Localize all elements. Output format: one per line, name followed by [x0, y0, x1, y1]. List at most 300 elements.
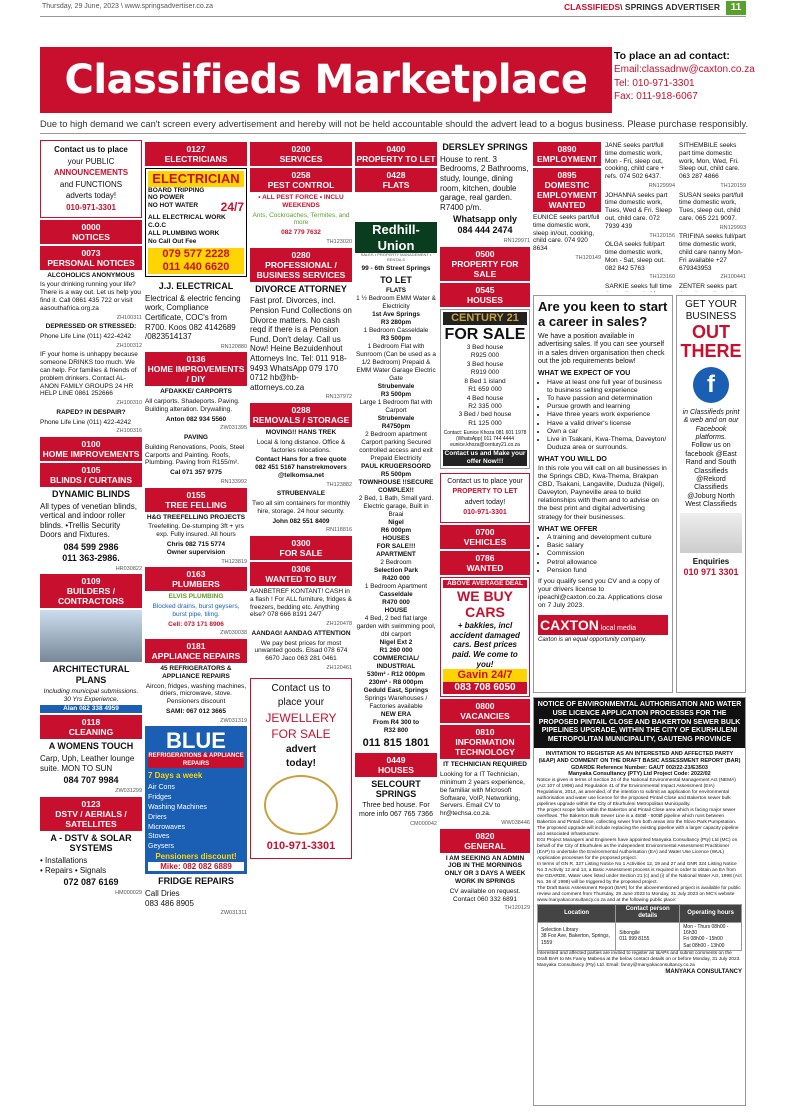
ad-ref: TH120159 — [720, 182, 746, 189]
ad-discount: Pensioners discount! — [155, 851, 237, 861]
ad-phone[interactable]: John 082 551 8409 — [272, 517, 330, 525]
ad-contact: Gavin 24/7 — [443, 669, 527, 682]
ad-text: Call Dries 083 486 8905 — [145, 888, 194, 908]
table-header: Operating hours — [680, 904, 742, 922]
notice-table — [537, 904, 742, 951]
ad-text: House to rent. 3 Bedrooms, 2 Bathrooms, study, lounge, dining room, kitchen, double garage, real garden. R7400 p/m. — [440, 154, 529, 212]
ad-line: Contact us to place — [54, 145, 128, 154]
ad-line: adverts today! — [65, 191, 117, 201]
list-item: Driers — [148, 813, 167, 821]
heading-builders: 0109 BUILDERS / CONTRACTORS — [40, 574, 142, 608]
ad-text: ALL ELECTRICAL WORK C.O.C ALL PLUMBING WORK No Call Out Fee — [148, 214, 226, 245]
ad-days: 7 Days a week — [148, 770, 203, 780]
list-item: • To have passion and determination — [547, 395, 668, 403]
heading-services: 0200 SERVICES — [250, 142, 352, 166]
notice-title: NOTICE OF ENVIRONMENTAL AUTHORISATION AND WATER USE LICENCE APPLICATION PROCESSES FOR THE PROPOSED PINTAIL CLOSE AND BAKERTON SEWER BULK PIPELINES UPGRADE, WITHIN THE CITY OF EKURHULENI METROPOLITAN MUNICIPALITY, GAUTENG PROVINCE — [534, 698, 745, 748]
heading-professional-services: 0280 PROFESSIONAL / BUSINESS SERVICES — [250, 248, 352, 282]
ad-line: OUT — [692, 322, 730, 342]
ad-phone[interactable]: Whatsapp only 084 444 2474 — [452, 214, 517, 236]
list-item: 230m² - R8 000pm — [368, 679, 424, 687]
notice-paragraph: The project scope falls within the Bakerton and Pintail Close area which is facing major sewer overflows. The Bakerton Bulk Sewer Line is a 450Ø - 600Ø pipeline which runs between Bakerton and Pintail Close, collecting sewer from both areas into the Slovo Park Pumpstation. The proposed upgrade will include replacing the existing pipeline with a larger capacity pipeline and associated infrastructure. — [537, 808, 739, 838]
ad-ref: HR030822 — [115, 565, 142, 572]
employment-block — [533, 140, 746, 292]
issue-date: Thursday, 29 June, 2023 \ www.springsadvertiser.co.za — [42, 3, 214, 10]
heading-home-improvements: 0100 HOME IMPROVEMENTS — [40, 437, 142, 461]
ad-phone[interactable]: Cal 071 357 9775 — [170, 469, 222, 477]
ad-line: GET YOUR — [685, 299, 737, 310]
table-cell: Selection Library 38 Fox Ave, Bakerton, Springs, 1559 — [538, 922, 616, 950]
list-item: Air Cons — [148, 784, 175, 792]
heading-vehicles: 0700 VEHICLES — [440, 525, 530, 549]
ad-text: All types of venetian blinds, vertical and indoor roller blinds. •Trellis Security Doors and Fixtures. — [40, 501, 137, 540]
heading-notices: 0000 NOTICES — [40, 220, 142, 244]
ad-ref: ZH120478 — [326, 621, 352, 628]
century21-logo: CENTURY 21 — [443, 312, 527, 325]
heading-electricians: 0127 ELECTRICIANS — [145, 142, 247, 166]
list-item: R2 335 000 — [468, 402, 502, 410]
heading-dstv: 0123 DSTV / AERIALS / SATELLITES — [40, 797, 142, 831]
list-item: • Own a car — [547, 428, 668, 436]
ad-contact: Contact: Eunice Khoza 081 601 1978 (WhatsApp) 011 744 4444 eunice.khoza@century21.co.za — [443, 430, 527, 449]
notice-paragraph: Interested and affected parties are invited to register as I&APs and submit comments on the Draft BAR to Ms Fanny Mabena at the below contact details on or before Monday, 31 July 2023. — [537, 950, 741, 962]
page-title: Classifieds Marketplace — [40, 47, 612, 113]
ad-title: SELCOURT SPRINGS — [371, 778, 421, 800]
ad-ref: RN120880 — [220, 343, 247, 350]
ad-subtitle: REFRIGERATIONS & APPLIANCE REPAIRS — [148, 753, 244, 767]
ad-title: DIVORCE ATTORNEY — [255, 283, 347, 294]
list-item: R1 125 000 — [468, 419, 502, 427]
ad-line: JEWELLERY — [265, 710, 337, 725]
ad-ref: ZH100311 — [116, 314, 142, 321]
notice-paragraph: In terms of GN R. 327 Listing Notice No 1 Activities 12, 19 and 27 and GNR 324 Listing Notice No 3 Activity 12 and 14, a Basic Assessment process is required in order to obtain an EA from the GDARDE. Water uses listed under Section 21 (c) and (i) of the National Water Act, 1998 (Act No. 36 of 1998) will be triggered by the proposed project. — [537, 862, 742, 885]
ad-ref: CM000042 — [410, 820, 437, 827]
list-item: NEW ERA — [380, 711, 412, 719]
ad-phone[interactable]: 084 707 9984 — [63, 775, 119, 786]
ad-ref: ZH100316 — [116, 428, 142, 435]
ad-text: BOARD TRIPPING NO POWER NO HOT WATER — [148, 186, 205, 210]
environmental-notice — [533, 697, 746, 1106]
sales-job-ad — [533, 295, 673, 693]
ad-ref: ZH100441 — [720, 274, 746, 281]
ad-phone[interactable]: SAMI: 067 012 3665 — [166, 708, 226, 715]
page-number: 11 — [726, 1, 746, 15]
list-item: • A training and development culture — [547, 534, 668, 542]
list-item: Strubenvale — [377, 383, 415, 391]
list-item: Nigel Ext 2 — [379, 639, 413, 647]
ad-title: PAVING — [184, 434, 208, 442]
heading-wanted-to-buy: 0306 WANTED TO BUY — [250, 562, 352, 586]
ad-text: SITHEMBILE seeks part time domestic work, Mon, Wed, Fri. Sleep out, child care. 063 287 4866 — [679, 142, 740, 181]
ad-title: BLUE — [166, 728, 226, 754]
ad-footer: Caxton is an equal opportunity company. — [538, 637, 647, 644]
ad-text: ZENTER seeks part — [679, 282, 737, 290]
ad-text: All carports. Shadeports. Paving. Building alteration. Drywalling. — [145, 398, 240, 413]
heading-property-to-let: 0400 PROPERTY TO LET — [356, 144, 436, 164]
heading-houses: 0449 HOUSES — [355, 753, 437, 777]
ad-text: SARKIE seeks full time — [605, 282, 672, 290]
electrician-ad — [145, 168, 247, 277]
ad-ref: WW038446 — [501, 820, 530, 827]
column-3 — [250, 140, 352, 1106]
ad-line: advert today! — [464, 498, 506, 506]
ad-line: place your — [277, 696, 325, 708]
ad-line: PROPERTY TO LET — [452, 488, 518, 496]
disclaimer: Due to high demand we can't screen every advertisement and hereby will not be held accountable should the advert lead to a bogus business. Please purchase responsibly. — [40, 119, 749, 129]
ad-title: ALCOHOLICS ANONYMOUS — [47, 271, 135, 279]
heading-wanted: 0786 WANTED — [440, 551, 530, 575]
ad-address: 99 - 6th Street Springs — [361, 264, 431, 272]
section-title — [564, 2, 720, 12]
ad-phone[interactable]: 010-971-3301 — [463, 509, 507, 517]
heading-cleaning: 0118 CLEANING — [40, 715, 142, 739]
ad-cta: Contact us and Make your offer Now!!! — [444, 450, 526, 466]
list-item: 2 Bedroom apartment Carport parking Secured controlled access and exit Prepaid Electricity — [359, 431, 433, 463]
notice-paragraph: The Draft Basic Assessment Report (BAR) for the abovementioned project is available for public review and comment from Thursday, 29 June 2023 to Monday, 31 July 2023 on MC's website www.manyakaconsultancy.co.za and at the following public place: — [537, 885, 741, 903]
ad-text: JANE seeks part/full time domestic work, Mon - Fri, sleep out, cooking, child care + refs. 074 502 6437. — [605, 142, 665, 181]
ad-phone[interactable]: 011 815 1801 — [362, 737, 430, 750]
ad-text: SUSAN seeks part/full time domestic work, Tues, sleep out, child care. 065 221 9097. — [679, 191, 744, 222]
ad-title: ELECTRICIAN — [148, 171, 244, 187]
section-name: CLASSIFIEDS — [563, 2, 621, 12]
notice-paragraph: Manyaka Consultancy (Pty) Ltd. Email: fanny@manyakaconsultancy.co.za — [537, 962, 695, 968]
ad-text: in Classifieds print & web and on our Facebook platforms. — [682, 408, 740, 441]
ad-title: J.J. ELECTRICAL — [158, 280, 234, 291]
ad-phone[interactable]: 079 577 2228 011 440 6620 — [148, 248, 244, 274]
heading-removals: 0288 REMOVALS / STORAGE — [250, 403, 352, 427]
ad-phone[interactable]: 072 087 6169 — [63, 877, 119, 888]
heading-blinds: 0105 BLINDS / CURTAINS — [40, 463, 142, 487]
ad-text: OLGA seeks full/part time domestic work, Mon - Sat, sleep out. 082 842 5763 — [605, 241, 665, 272]
column-4 — [355, 140, 437, 1106]
ad-line: ANNOUNCEMENTS — [53, 168, 129, 178]
ad-text: We pay best prices for most unwanted goods. Elsad 078 674 6670 Jaco 063 281 0461 — [254, 639, 348, 663]
ad-label: Enquiries — [692, 557, 730, 567]
ad-phone[interactable]: 010-971-3301 — [66, 202, 116, 212]
heading-general: 0820 GENERAL — [440, 829, 530, 853]
heading-houses: 0545 HOUSES — [440, 283, 530, 307]
ad-text: • Installations • Repairs • Signals — [40, 856, 107, 875]
place-ad-contact — [614, 49, 755, 111]
list-item: R5 500pm — [380, 471, 412, 479]
ad-phone[interactable]: 084 599 2986 011 363-2986. — [62, 542, 120, 563]
column-1 — [40, 140, 142, 1106]
list-item: Geduld East, Springs — [363, 687, 429, 695]
ad-text: Including municipal submissions. 30 Yrs Experience. — [43, 687, 139, 703]
ad-ref: TH120156 — [649, 232, 675, 239]
list-item: HOUSE — [384, 607, 408, 615]
section-heading: WHAT WE EXPECT OF YOU — [538, 370, 631, 378]
ad-text: Ants, Cockroaches, Termites, and more — [252, 211, 350, 227]
ad-text: Phone Life Line (011) 422-4242 — [40, 332, 131, 340]
ad-ref: RN133992 — [220, 479, 247, 486]
redhill-logo: Redhill-Union — [355, 222, 437, 253]
ad-title: AANDAG! AANDAG ATTENTION — [251, 629, 351, 637]
listing — [443, 344, 527, 428]
list-item: Nigel — [388, 519, 404, 527]
ad-text: Carp, Uph, Leather lounge suite. MON TO SUN — [40, 754, 135, 773]
list-item: FLATS — [385, 287, 407, 295]
ad-text: JOHANNA seeks part time domestic work, Tues, Wed & Fri. Sleep out, child care. 072 7939 439 — [605, 191, 672, 230]
ad-phone[interactable]: Alan 082 338 4959 — [40, 705, 142, 713]
section-heading: WHAT WE OFFER — [538, 525, 598, 533]
ad-text: + bakkies, incl accident damaged cars. Best prices paid. We come to you! — [450, 621, 520, 669]
ad-text: Phone Life Line (011) 422-4242 — [40, 418, 131, 426]
ad-text: Fast prof. Divorces, incl. Pension Fund Collections on Divorce matters. No cash reqd if there is a Pension Fund. Don't delay. Call us Now! Heine Bezuidenhout Attorneys Inc. Tel: 011 918-9493 WhatsApp 079 170 0712 hb@hb-attorneys.co.za — [250, 296, 352, 392]
ad-title: ELVIS PLUMBING — [168, 593, 224, 601]
table-cell: Sibongile 011 999 8155 — [616, 922, 680, 950]
ad-ref: HM000029 — [115, 890, 142, 897]
notice-subtitle: INVITATION TO REGISTER AS AN INTERESTED AND AFFECTED PARTY (I&AP) AND COMMENT ON THE DRAFT BASIC ASSESSMENT REPORT (BAR) — [538, 750, 741, 764]
ad-title: Are you keen to start a career in sales? — [538, 299, 668, 329]
list-item: 1 ½ Bedroom EMM Water & Electricity — [356, 295, 436, 311]
list-item: • Have three years work experience — [547, 411, 668, 419]
list-item: • Have at least one full year of business to business selling experience — [547, 379, 668, 395]
ad-banner: ABOVE AVERAGE DEAL — [443, 580, 527, 588]
ad-ref: TH120129 — [504, 905, 530, 912]
list-item: Casseldale — [379, 591, 413, 599]
notice-paragraph: Notice is given in terms of Section 24 of the National Environmental Management Act (NEMA) (Act 107 of 1998) and Regulation 41 of the Environmental Impact Assessment (EIA) Regulations, 2014, as amended, of the intention to submit an application for environmental authorisation and water use licence for the proposed Pintail Close and Bakerton sewer bulk pipelines upgrade within the City of Ekurhuleni Metropolitan Municipality. — [537, 778, 736, 808]
list-item: R32 800 — [383, 727, 409, 735]
list-item: R1 260 000 — [379, 647, 413, 655]
ad-title: ARCHITECTURAL PLANS — [52, 664, 130, 686]
ad-title: TO LET — [380, 274, 412, 285]
ad-ref: TH123819 — [221, 558, 247, 565]
ad-text: Follow us on facebook @East Rand and South Classifieds @Rekord Classifieds @Joburg North West Classifieds — [685, 442, 737, 509]
header-rule — [40, 16, 746, 17]
logo-tagline: SALES • PROPERTY MANAGEMENT • RENTALS — [360, 252, 432, 262]
ad-phone[interactable]: 010 971 3301 — [683, 567, 739, 578]
ad-text: Two all sim containers for monthly hire, storage. 24 hour security. — [252, 500, 350, 515]
ad-title: FOR SALE — [444, 325, 526, 343]
list-item: APARTMENT — [376, 551, 416, 559]
ad-ref: RN137972 — [325, 394, 352, 401]
heading-domestic-employment-wanted: 0895 DOMESTIC EMPLOYMENT WANTED — [533, 168, 601, 212]
list-item: R3 500pm — [380, 391, 412, 399]
ad-text: Aircon, fridges, washing machines, driers, microwave, stove. Pensioners discount — [145, 682, 247, 706]
manyaka-logo: MANYAKA CONSULTANCY — [665, 968, 742, 975]
ad-title: DEPRESSED OR STRESSED: — [45, 323, 137, 331]
offer-list — [538, 534, 668, 575]
ad-ref: ZW030038 — [220, 630, 247, 637]
property-to-let-ad — [440, 473, 530, 523]
list-item: PAUL KRUGERSOORD — [361, 463, 431, 471]
contact-title: To place an ad contact: — [614, 50, 730, 62]
list-item: R4750pm — [381, 423, 411, 431]
heading-tree-felling: 0155 TREE FELLING — [145, 488, 247, 512]
logo-text: CAXTON — [540, 616, 599, 633]
heading-vacancies: 0800 VACANCIES — [440, 699, 530, 723]
ad-ref: RN118816 — [326, 527, 352, 534]
heading-property-for-sale: 0500 PROPERTY FOR SALE — [440, 247, 530, 281]
ad-title: MOVING!! HANS TREK — [265, 428, 337, 436]
get-business-out-ad — [676, 295, 746, 693]
list-item: R1 659 000 — [468, 386, 502, 394]
century21-ad — [440, 309, 530, 469]
ad-text: Three bed house. For more info 067 765 7366 — [359, 802, 433, 818]
ad-phone[interactable]: Contact Hans for a free quote 082 451 5167 hanstrekmovers @telkomsa.net — [255, 456, 347, 479]
ad-ref: RN129971 — [503, 237, 530, 244]
logo-sub: local media — [600, 624, 637, 632]
list-item: 2 Bedroom — [380, 559, 412, 567]
ad-ref: ZH100310 — [116, 400, 142, 407]
list-item: • Commission — [547, 550, 668, 558]
list-item: Springs Warehouses / Factories available — [364, 695, 428, 711]
we-buy-cars-ad — [440, 577, 530, 698]
contact-email[interactable]: Email:classadnw@caxton.co.za — [614, 64, 755, 76]
list-item: • Basic salary — [547, 542, 668, 550]
heading-appliance-repairs: 0181 APPLIANCE REPAIRS — [145, 639, 247, 663]
list-item: 1st Ave Springs — [372, 311, 420, 319]
ad-phone[interactable]: 082 779 7632 — [281, 229, 321, 237]
ad-line: today! — [286, 758, 316, 770]
list-item: Large 1 Bedroom flat with Carport — [359, 399, 433, 415]
ad-text: CV available on request. Contact 060 332 6891 — [449, 887, 521, 903]
list-item: • Live in Tsakani, Kwa-Thema, Daveyton/ Duduza area or surrounds. — [547, 436, 668, 452]
list-item: R470 000 — [382, 599, 410, 607]
blue-refrigerations-ad — [145, 726, 247, 874]
heading-for-sale: 0300 FOR SALE — [250, 536, 352, 560]
table-header: Contact person details — [616, 904, 680, 922]
list-item: COMMERCIAL/ INDUSTRIAL — [373, 655, 419, 671]
ad-text: Local & long distance. Office & factories relocations. — [256, 438, 346, 454]
list-item: HOUSES — [382, 535, 410, 543]
paper-name: \ SPRINGS ADVERTISER — [620, 2, 720, 12]
list-item: • Pursue growth and learning — [547, 403, 668, 411]
list-item: R3 280pm — [380, 319, 412, 327]
ad-line: advert — [285, 744, 316, 756]
ad-title: • ALL PEST FORCE • INCLU WEEKENDS — [258, 194, 344, 209]
list-item: R919 000 — [470, 369, 500, 377]
newspaper-image — [680, 513, 742, 553]
ad-phone[interactable]: Chris 082 715 5774 Owner supervision — [166, 541, 226, 556]
divider — [40, 133, 746, 134]
ad-title: H&G TREEFELLING PROJECTS — [146, 513, 246, 521]
list-item: Geysers — [148, 843, 175, 851]
ad-line: Contact us to — [271, 682, 331, 694]
list-item: 3 Bed house — [466, 343, 504, 351]
ad-ref: TH120149 — [575, 254, 601, 261]
ad-phone[interactable]: Cell: 073 171 8906 — [168, 620, 224, 628]
list-item: From R4 300 to — [372, 719, 420, 727]
list-item: • Have a valid driver's license — [547, 420, 668, 428]
page-header — [0, 0, 786, 16]
ad-line: and FUNCTIONS — [59, 179, 123, 189]
list-item: 3 Bed / bed house — [458, 411, 512, 419]
ad-text: Building Renovations, Pools, Steel Carports and Painting. Roofs, Plumbing. Paving from R155/m². — [145, 443, 245, 467]
list-item: Microwaves — [148, 823, 185, 831]
heading-employment: 0890 EMPLOYMENT — [533, 142, 601, 166]
column-5 — [440, 140, 530, 1106]
heading-personal-notices: 0073 PERSONAL NOTICES — [40, 246, 142, 270]
list-item: 2 Bed, 1 Bath, Small yard. Electric garage, Built in Braai — [358, 495, 434, 519]
contact-tel[interactable]: Tel: 010-971-3301 — [614, 77, 695, 89]
employment-col-b — [605, 140, 675, 292]
list-item: R420 000 — [382, 575, 410, 583]
ad-ref: ZW031311 — [220, 910, 247, 917]
list-item: 4 Bed house — [466, 394, 504, 402]
house-photo — [40, 610, 142, 662]
ad-ref: RN129993 — [719, 224, 746, 231]
list-item: 530m² - R12 000pm — [367, 671, 425, 679]
contact-fax: Fax: 011-918-6067 — [614, 91, 698, 103]
column-2 — [145, 140, 247, 1106]
ad-ref: ZW031319 — [220, 717, 247, 724]
list-item: Fridges — [148, 794, 172, 802]
ad-title: AFDAKKE/ CARPORTS — [160, 388, 232, 396]
list-item: 1 Bedroom Casseldale — [363, 327, 429, 335]
list-item: 4 Bed, 2 bed flat large garden with swimming pool, dbl carport — [356, 615, 436, 639]
ad-text: Blocked drains, burst geysers, burst pipe, tiling. — [152, 603, 240, 618]
ad-text: Looking for a IT Technician, minimum 2 years experience, be familiar with Microsoft Software, VoIP, Networking, Servers. Email CV to hr@techsa.co.za. — [440, 771, 525, 818]
ad-hours: 24/7 — [220, 199, 244, 214]
ad-title: IT TECHNICIAN REQUIRED — [443, 761, 527, 769]
ad-ref: ZW031299 — [115, 788, 142, 795]
jewellery-icon — [264, 775, 338, 835]
list-item: 1 Bedroom Apartment — [364, 583, 428, 591]
heading-flats: 0428 FLATS — [355, 168, 437, 192]
list-item: • Pension fund — [547, 567, 668, 575]
ad-ref: TH123020 — [326, 238, 352, 245]
ad-line: BUSINESS — [685, 311, 737, 322]
ad-text: Is your drinking running your life? There is a way out. Let us help you find it. Call 0861 435 722 or visit aasouthafrica.org.za — [40, 281, 141, 312]
ad-ref: ZH120461 — [326, 665, 352, 672]
ad-text: In this role you will call on all businesses in the Springs CBD, Kwa-Thema, Brakpan CBD, Tsakani, Langaville, Duduza (Nigel), Daveyton, Payneville area to build relationships with them and to advise on the best print and digital advertising strategy for their businesses. — [538, 464, 667, 521]
list-item: R3 500pm — [380, 335, 412, 343]
ad-ref: TH123160 — [649, 274, 675, 281]
ad-phone[interactable]: 010-971-3301 — [266, 840, 336, 853]
ad-text: We have a position available in advertising sales. If you can see yourself in a sales driven organisation then check out the job requirements below! — [538, 332, 665, 366]
ad-phone[interactable]: Anton 082 934 5560 — [165, 415, 227, 423]
ad-ref: ZH100312 — [116, 342, 142, 349]
ad-title: DYNAMIC BLINDS — [52, 488, 130, 499]
ad-title: FRIDGE REPAIRS — [158, 876, 234, 887]
heading-pest-control: 0258 PEST CONTROL — [250, 168, 352, 192]
employment-col-c — [679, 140, 746, 292]
ad-title: I AM SEEKING AN ADMIN JOB IN THE MORNINGS ONLY OR 3 DAYS A WEEK WORK IN SPRINGS — [444, 854, 526, 885]
ad-title: DERSLEY SPRINGS — [442, 142, 528, 152]
employment-col-a — [533, 140, 601, 292]
notice-ref: GDARDE Reference Number: GAUT 002/22-23/E3503 — [571, 764, 708, 771]
notice-ref2: Manyaka Consultancy (PTY) Ltd Project Code: 2022/02 — [568, 771, 711, 778]
list-item: 3 Bed house — [466, 360, 504, 368]
list-item: R6 000pm — [380, 527, 412, 535]
ad-text: EUNICE seeks part/full time domestic work, sleep in/out, cooking, child care. 074 920 8634 — [533, 214, 600, 253]
facebook-icon: f — [693, 367, 729, 403]
list-item: Selection Park — [373, 567, 419, 575]
ad-ref: TH123882 — [326, 481, 352, 488]
list-item: 1 Bedroom Flat with Sunroom (Can be used as a 1/2 Bedroom) Prepaid & EMM Water Garage Electric Gate — [356, 343, 436, 383]
list-item: 8 Bed 1 island — [464, 377, 506, 385]
heading-it: 0810 INFORMATION TECHNOLOGY — [440, 725, 530, 759]
listing — [355, 287, 437, 735]
ad-line: THERE — [680, 340, 742, 361]
ad-text: Treefelling. De-stumping 3ft + yrs exp. Fully insured. All hours — [148, 523, 244, 539]
ad-text: IF your home is unhappy because someone DRINKS too much. We can help. For families & friends of problem drinkers. Contact AL-ANON FAMILY GROUPS 24 HR HELP LINE 0861 252666 — [40, 351, 138, 398]
ad-title: 45 REFRIGERATORS & APPLIANCE REPAIRS — [160, 665, 232, 680]
ad-text: TRIFINA seeks full/part time domestic work, child care nanny Mon-Fri available +27 679343953 — [679, 233, 746, 272]
ad-line: Contact us to place your — [447, 477, 523, 485]
list-item: TOWNHOUSE !!SECURE COMPLEX!! — [358, 479, 434, 495]
table-header: Location — [538, 904, 616, 922]
list-item: Stoves — [148, 833, 170, 841]
ad-ref: RN129994 — [648, 182, 675, 189]
ad-phone[interactable]: Mike: 082 082 6889 — [148, 862, 244, 872]
ad-title: RAPED? IN DESPAIR? — [56, 408, 126, 416]
ad-text: Electrical & electric fencing work, Compliance Certificate, COC's from R700. Koos 082 4142689 /0823514137 — [145, 293, 241, 342]
ad-title: A WOMENS TOUCH — [48, 741, 134, 752]
service-list — [148, 783, 244, 852]
ad-phone[interactable]: 083 708 6050 — [443, 682, 527, 694]
